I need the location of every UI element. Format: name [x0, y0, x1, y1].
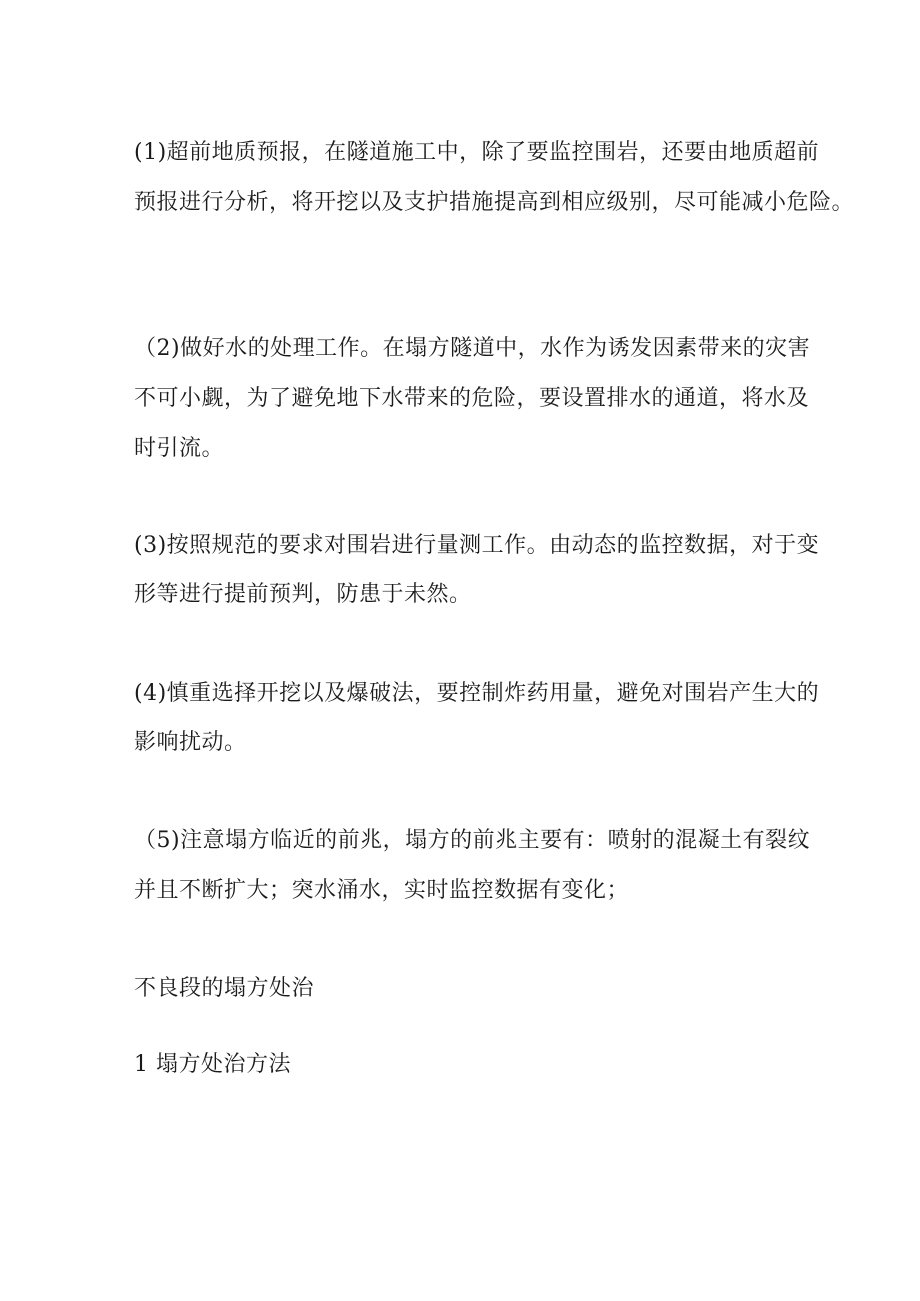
- text-line: (3)按照规范的要求对围岩进行量测工作。由动态的监控数据，对于变: [134, 533, 820, 558]
- text-line: （2)做好水的处理工作。在塌方隧道中，水作为诱发因素带来的灾害: [134, 336, 811, 361]
- text-line: （5)注意塌方临近的前兆，塌方的前兆主要有：喷射的混凝土有裂纹: [134, 828, 811, 853]
- text-line: 时引流。: [134, 436, 225, 461]
- text-line: 不可小觑，为了避免地下水带来的危险，要设置排水的通道，将水及: [134, 386, 810, 411]
- text-line: 影响扰动。: [134, 730, 247, 755]
- text-line: (4)慎重选择开挖以及爆破法，要控制炸药用量，避免对围岩产生大的: [134, 681, 820, 706]
- text-line: 并且不断扩大；突水涌水，实时监控数据有变化；: [134, 878, 630, 903]
- text-line: 预报进行分析，将开挖以及支护措施提高到相应级别，尽可能减小危险。: [134, 190, 855, 215]
- section-heading: 不良段的塌方处治: [134, 976, 315, 1001]
- text-line: 形等进行提前预判，防患于未然。: [134, 582, 472, 607]
- text-line: (1)超前地质预报，在隧道施工中，除了要监控围岩，还要由地质超前: [134, 140, 820, 165]
- subsection-heading: 1 塌方处治方法: [134, 1052, 291, 1077]
